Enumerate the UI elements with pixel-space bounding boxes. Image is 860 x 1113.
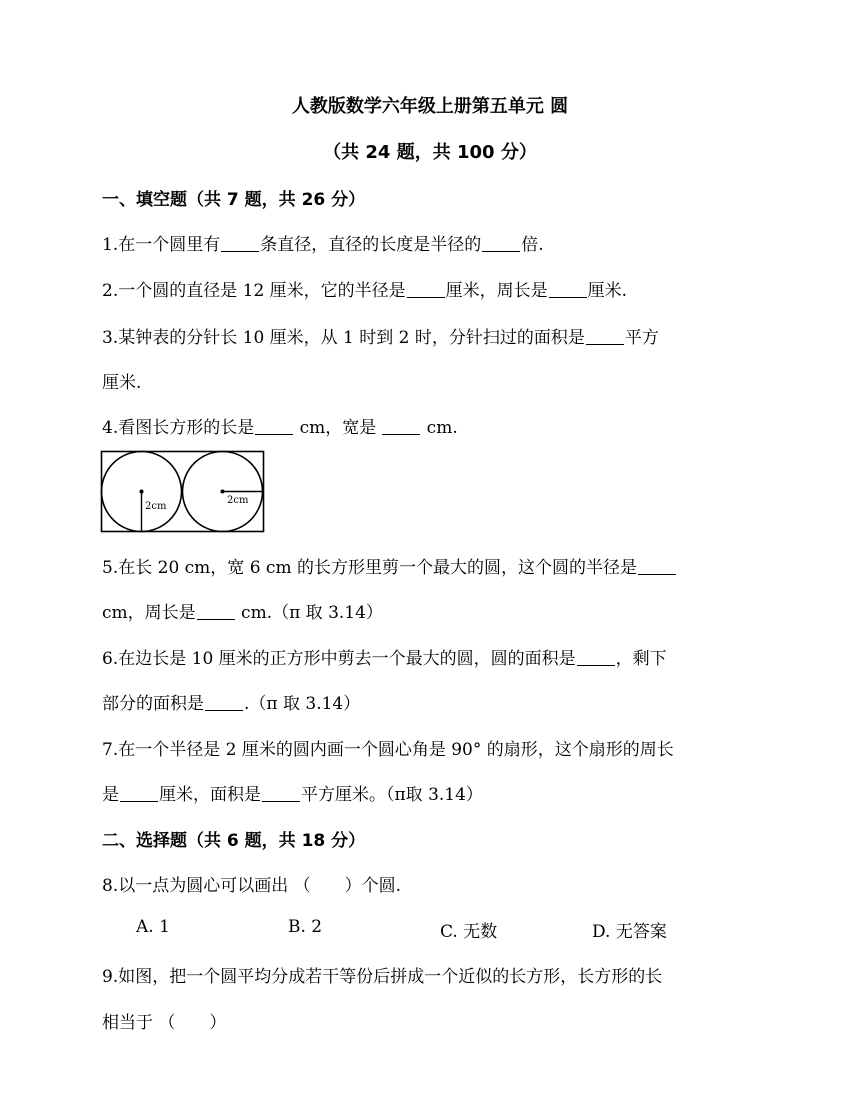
question-7-continued (102, 780, 762, 805)
question-5-continued (102, 598, 762, 623)
answer-blank[interactable] (221, 234, 259, 252)
question-9-continued: 相当于 （ ） (102, 1013, 227, 1033)
left-radius-label: 2cm (145, 501, 167, 512)
page-subtitle: （共 24 题，共 100 分） (323, 142, 537, 163)
choice-b[interactable]: B. 2 (288, 917, 323, 937)
question-text: ，剩下 (615, 649, 667, 669)
question-text: 2.一个圆的直径是 12 厘米，它的半径是 (102, 281, 406, 301)
question-text: cm.（π 取 3.14） (235, 603, 383, 623)
question-text: 1.在一个圆里有 (102, 235, 221, 255)
answer-blank[interactable] (482, 234, 520, 252)
answer-blank[interactable] (549, 280, 587, 298)
page-title: 人教版数学六年级上册第五单元 圆 (291, 96, 569, 117)
question-text: 部分的面积是 (102, 694, 204, 714)
answer-blank[interactable] (262, 784, 300, 802)
question-6-continued (102, 689, 762, 714)
question-3-continued: 厘米. (102, 373, 142, 393)
question-text: 条直径，直径的长度是半径的 (260, 235, 482, 255)
choice-c[interactable]: C. 无数 (440, 922, 498, 942)
answer-blank[interactable] (638, 557, 676, 575)
answer-blank[interactable] (407, 280, 445, 298)
question-8: 8.以一点为圆心可以画出 （ ）个圆. (102, 876, 402, 896)
question-text: 是 (102, 785, 119, 805)
question-text: 厘米，面积是 (159, 785, 261, 805)
question-1 (102, 230, 762, 255)
question-7: 7.在一个半径是 2 厘米的圆内画一个圆心角是 90° 的扇形，这个扇形的周长 (102, 740, 674, 760)
question-text: 平方厘米。（π取 3.14） (301, 785, 483, 805)
question-text: 厘米. (587, 281, 628, 301)
rectangle-two-circles-figure (100, 450, 266, 538)
answer-blank[interactable] (586, 327, 624, 345)
answer-blank[interactable] (255, 417, 293, 435)
choice-a[interactable]: A. 1 (136, 917, 170, 937)
right-radius-label: 2cm (227, 495, 249, 506)
question-text: 倍. (521, 235, 544, 255)
question-5 (102, 553, 762, 578)
question-text: cm，宽是 (294, 418, 377, 438)
question-3 (102, 323, 762, 348)
question-text: 平方 (624, 328, 659, 348)
question-4 (102, 413, 762, 438)
answer-blank[interactable] (120, 784, 158, 802)
question-9: 9.如图，把一个圆平均分成若干等份后拼成一个近似的长方形，长方形的长 (102, 967, 663, 987)
question-text: 4.看图长方形的长是 (102, 418, 255, 438)
section-heading-multiple-choice: 二、选择题（共 6 题，共 18 分） (102, 831, 366, 851)
question-text: .（π 取 3.14） (244, 694, 361, 714)
question-text: 6.在边长是 10 厘米的正方形中剪去一个最大的圆，圆的面积是 (102, 649, 576, 669)
section-heading-fill-blank: 一、填空题（共 7 题，共 26 分） (102, 190, 366, 210)
figure-svg (100, 450, 266, 534)
question-6 (102, 644, 762, 669)
answer-blank[interactable] (577, 648, 615, 666)
question-text: 厘米，周长是 (445, 281, 548, 301)
choice-d[interactable]: D. 无答案 (592, 922, 667, 942)
question-text: cm，周长是 (102, 603, 196, 623)
answer-blank[interactable] (205, 693, 243, 711)
question-text: 3.某钟表的分针长 10 厘米，从 1 时到 2 时，分针扫过的面积是 (102, 328, 585, 348)
question-2 (102, 276, 762, 301)
answer-blank[interactable] (382, 417, 420, 435)
question-text: 5.在长 20 cm，宽 6 cm 的长方形里剪一个最大的圆，这个圆的半径是 (102, 558, 637, 578)
question-text: cm. (421, 418, 458, 438)
answer-blank[interactable] (197, 602, 235, 620)
